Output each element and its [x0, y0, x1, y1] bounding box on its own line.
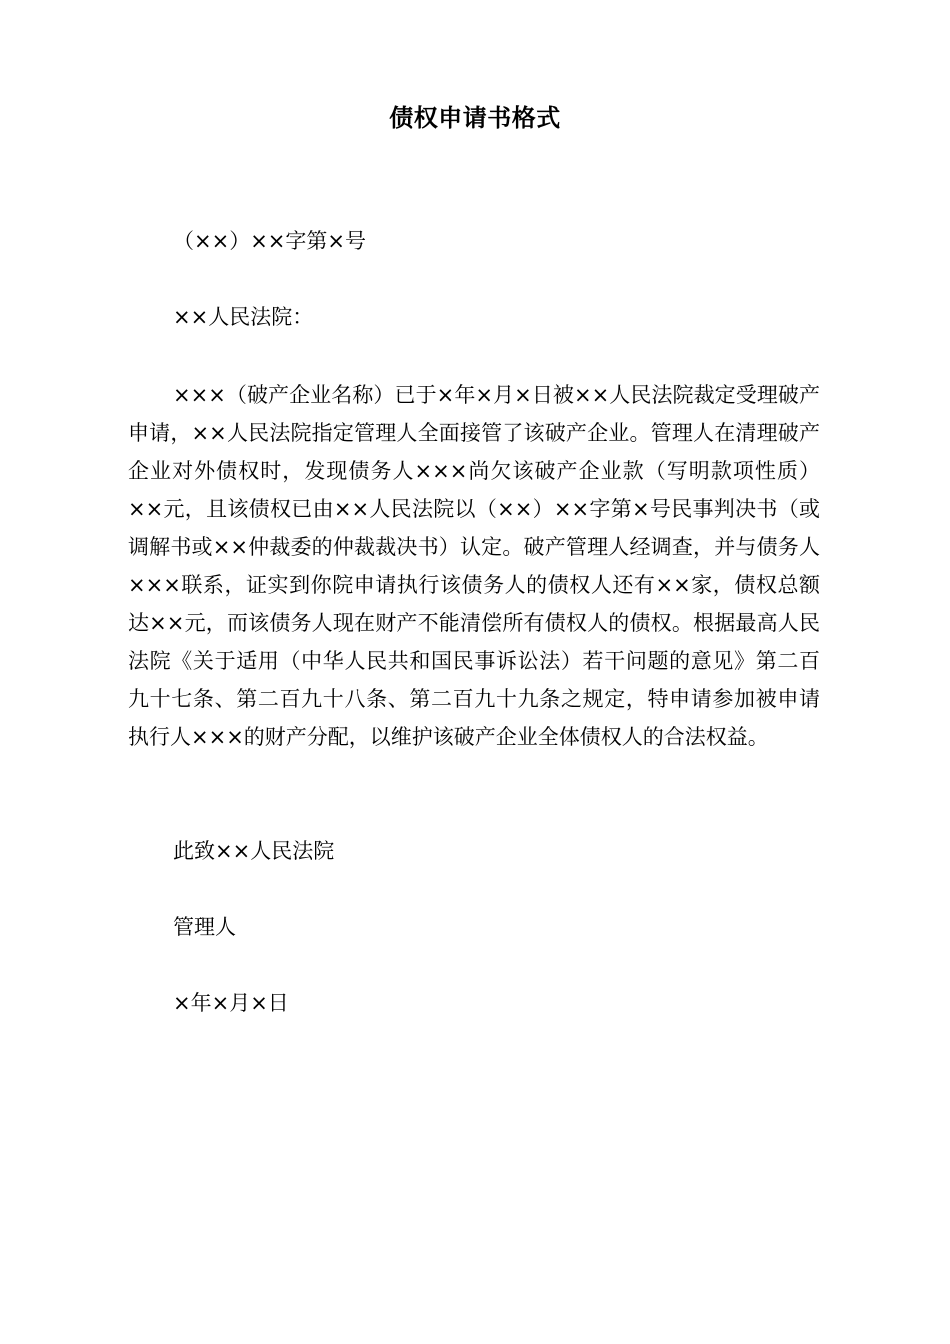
date: ×年×月×日	[173, 991, 289, 1015]
closing-salutation: 此致××人民法院	[173, 839, 335, 863]
document-title: 债权申请书格式	[389, 104, 561, 132]
case-number: （××）××字第×号	[173, 229, 366, 253]
addressee: ××人民法院：	[173, 305, 314, 329]
signer: 管理人	[173, 915, 236, 939]
body-paragraph: ×××（破产企业名称）已于×年×月×日被××人民法院裁定受理破产申请，××人民法院指定管理人全面接管了该破产企业。管理人在清理破产企业对外债权时，发现债务人×××尚欠该破产企业款（写明款项性质）××元，且该债权已由××人民法院以（××）××字第×号民事判决书（或调解书或××仲裁委的仲裁裁决书）认定。破产管理人经调查，并与债务人×××联系，证实到你院申请执行该债务人的债权人还有××家，债权总额达××元，而该债务人现在财产不能清偿所有债权人的债权。根据最高人民法院《关于适用（中华人民共和国民事诉讼法）若干问题的意见》第二百九十七条、第二百九十八条、第二百九十九条之规定，特申请参加被申请执行人×××的财产分配，以维护该破产企业全体债权人的合法权益。	[128, 383, 820, 749]
